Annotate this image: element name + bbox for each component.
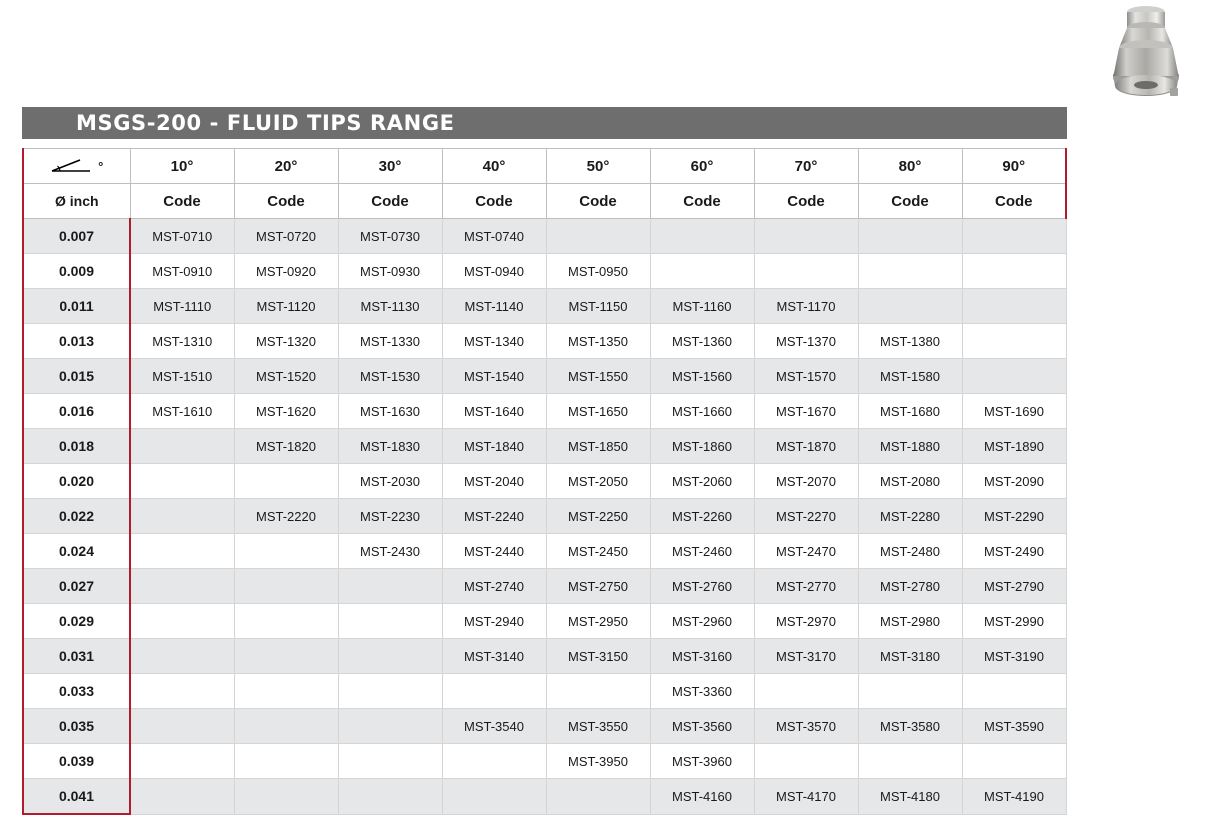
header-cell-code-30: Code	[338, 184, 442, 219]
cell-code: MST-1320	[234, 324, 338, 359]
table-row	[23, 254, 1066, 289]
cell-code-empty	[858, 674, 962, 709]
cell-diameter: 0.018	[23, 429, 130, 464]
cell-code: MST-2780	[858, 569, 962, 604]
cell-code: MST-2260	[650, 499, 754, 534]
cell-code-empty	[338, 779, 442, 815]
table-row	[23, 569, 1066, 604]
fluid-tips-range-table	[22, 148, 1067, 815]
cell-code-empty	[754, 219, 858, 254]
cell-code: MST-1890	[962, 429, 1066, 464]
cell-code-empty	[234, 534, 338, 569]
header-cell-code-90: Code	[962, 184, 1066, 219]
table-row	[23, 639, 1066, 674]
cell-diameter: 0.013	[23, 324, 130, 359]
cell-code: MST-2030	[338, 464, 442, 499]
table-row	[23, 499, 1066, 534]
cell-code: MST-1530	[338, 359, 442, 394]
cell-code: MST-3950	[546, 744, 650, 779]
header-cell-code-80: Code	[858, 184, 962, 219]
cell-code: MST-1670	[754, 394, 858, 429]
cell-code-empty	[234, 779, 338, 815]
table-row	[23, 604, 1066, 639]
cell-code-empty	[858, 744, 962, 779]
cell-code: MST-4160	[650, 779, 754, 815]
cell-code: MST-1860	[650, 429, 754, 464]
cell-code: MST-2950	[546, 604, 650, 639]
cell-code: MST-2090	[962, 464, 1066, 499]
cell-code-empty	[442, 744, 546, 779]
cell-code: MST-2050	[546, 464, 650, 499]
table-header-row-code	[23, 184, 1066, 219]
table-row	[23, 464, 1066, 499]
cell-code: MST-2940	[442, 604, 546, 639]
cell-code: MST-0710	[130, 219, 234, 254]
table-row	[23, 534, 1066, 569]
product-photo	[1078, 2, 1214, 110]
cell-code: MST-2480	[858, 534, 962, 569]
cell-code: MST-2040	[442, 464, 546, 499]
cell-code-empty	[338, 569, 442, 604]
cell-code: MST-3590	[962, 709, 1066, 744]
fluid-tips-range-table-container	[22, 148, 1067, 815]
header-degree-symbol: °	[98, 158, 104, 174]
cell-code: MST-1110	[130, 289, 234, 324]
cell-diameter: 0.029	[23, 604, 130, 639]
cell-code: MST-2080	[858, 464, 962, 499]
table-row	[23, 359, 1066, 394]
cell-code: MST-2060	[650, 464, 754, 499]
cell-code-empty	[962, 359, 1066, 394]
cell-code-empty	[546, 219, 650, 254]
header-cell-angle-50: 50°	[546, 149, 650, 184]
cell-code-empty	[858, 219, 962, 254]
header-cell-angle-40: 40°	[442, 149, 546, 184]
header-cell-code-40: Code	[442, 184, 546, 219]
cell-code: MST-0940	[442, 254, 546, 289]
cell-code-empty	[234, 604, 338, 639]
header-cell-code-70: Code	[754, 184, 858, 219]
header-cell-code-60: Code	[650, 184, 754, 219]
cell-code: MST-1640	[442, 394, 546, 429]
cell-code-empty	[650, 254, 754, 289]
table-row	[23, 289, 1066, 324]
cell-code: MST-0910	[130, 254, 234, 289]
cell-code: MST-2070	[754, 464, 858, 499]
cell-code-empty	[234, 569, 338, 604]
cell-diameter: 0.011	[23, 289, 130, 324]
cell-code: MST-2250	[546, 499, 650, 534]
cell-code: MST-2440	[442, 534, 546, 569]
cell-code-empty	[130, 639, 234, 674]
cell-code: MST-3550	[546, 709, 650, 744]
cell-code: MST-3150	[546, 639, 650, 674]
cell-diameter: 0.039	[23, 744, 130, 779]
section-title-bar	[22, 107, 1067, 139]
header-cell-angle-90: 90°	[962, 149, 1066, 184]
cell-diameter: 0.022	[23, 499, 130, 534]
cell-code-empty	[234, 464, 338, 499]
header-cell-angle-10: 10°	[130, 149, 234, 184]
cell-code: MST-1360	[650, 324, 754, 359]
table-body	[23, 219, 1066, 815]
cell-code: MST-1650	[546, 394, 650, 429]
cell-diameter: 0.007	[23, 219, 130, 254]
cell-code-empty	[962, 289, 1066, 324]
cell-code-empty	[130, 744, 234, 779]
cell-code-empty	[962, 219, 1066, 254]
cell-code: MST-4170	[754, 779, 858, 815]
cell-code: MST-0930	[338, 254, 442, 289]
cell-code: MST-2470	[754, 534, 858, 569]
table-row	[23, 744, 1066, 779]
cell-code: MST-2220	[234, 499, 338, 534]
cell-code: MST-2740	[442, 569, 546, 604]
header-cell-angle-20: 20°	[234, 149, 338, 184]
cell-diameter: 0.024	[23, 534, 130, 569]
cell-code: MST-3180	[858, 639, 962, 674]
cell-code: MST-2980	[858, 604, 962, 639]
cell-code-empty	[234, 709, 338, 744]
cell-code: MST-3560	[650, 709, 754, 744]
cell-code: MST-1130	[338, 289, 442, 324]
cell-code-empty	[962, 744, 1066, 779]
cell-code: MST-4180	[858, 779, 962, 815]
cell-code: MST-0730	[338, 219, 442, 254]
cell-code-empty	[962, 674, 1066, 709]
cell-code: MST-1340	[442, 324, 546, 359]
cell-code-empty	[962, 254, 1066, 289]
cell-code: MST-1560	[650, 359, 754, 394]
cell-code: MST-1120	[234, 289, 338, 324]
cell-code: MST-0920	[234, 254, 338, 289]
cell-code: MST-2970	[754, 604, 858, 639]
header-cell-angle-symbol	[23, 149, 130, 184]
cell-code: MST-2280	[858, 499, 962, 534]
cell-code: MST-1830	[338, 429, 442, 464]
cell-code-empty	[338, 604, 442, 639]
cell-code: MST-2270	[754, 499, 858, 534]
cell-code-empty	[754, 254, 858, 289]
header-cell-code-50: Code	[546, 184, 650, 219]
cell-code: MST-2790	[962, 569, 1066, 604]
cell-diameter: 0.031	[23, 639, 130, 674]
cell-code: MST-1170	[754, 289, 858, 324]
table-header-row-angles	[23, 149, 1066, 184]
cell-code-empty	[754, 674, 858, 709]
page-title: MSGS-200 - FLUID TIPS RANGE	[76, 111, 455, 135]
cell-code: MST-3580	[858, 709, 962, 744]
cell-code: MST-1630	[338, 394, 442, 429]
header-cell-angle-30: 30°	[338, 149, 442, 184]
cell-code: MST-2960	[650, 604, 754, 639]
angle-symbol-icon	[50, 158, 96, 174]
cell-code: MST-0720	[234, 219, 338, 254]
cell-code: MST-2450	[546, 534, 650, 569]
cell-code-empty	[130, 674, 234, 709]
cell-code-empty	[130, 499, 234, 534]
cell-code: MST-1880	[858, 429, 962, 464]
cell-code-empty	[234, 674, 338, 709]
header-cell-angle-80: 80°	[858, 149, 962, 184]
cell-code: MST-2290	[962, 499, 1066, 534]
header-cell-code-20: Code	[234, 184, 338, 219]
cell-diameter: 0.035	[23, 709, 130, 744]
table-row	[23, 779, 1066, 815]
cell-code: MST-1610	[130, 394, 234, 429]
cell-code: MST-1840	[442, 429, 546, 464]
cell-code-empty	[130, 429, 234, 464]
cell-code: MST-2240	[442, 499, 546, 534]
cell-code-empty	[338, 639, 442, 674]
header-cell-code-10: Code	[130, 184, 234, 219]
cell-code: MST-2430	[338, 534, 442, 569]
cell-code: MST-2770	[754, 569, 858, 604]
cell-code: MST-2230	[338, 499, 442, 534]
cell-code: MST-0740	[442, 219, 546, 254]
cell-code: MST-1310	[130, 324, 234, 359]
cell-code-empty	[338, 744, 442, 779]
cell-code: MST-1370	[754, 324, 858, 359]
cell-code: MST-1350	[546, 324, 650, 359]
cell-code: MST-3190	[962, 639, 1066, 674]
cell-code-empty	[130, 569, 234, 604]
cell-code-empty	[130, 534, 234, 569]
cell-code-empty	[442, 779, 546, 815]
cell-code-empty	[858, 289, 962, 324]
cell-code: MST-2490	[962, 534, 1066, 569]
cell-code: MST-1380	[858, 324, 962, 359]
table-head	[23, 149, 1066, 219]
cell-code: MST-1570	[754, 359, 858, 394]
table-row	[23, 394, 1066, 429]
fluid-tip-illustration	[1078, 2, 1214, 110]
cell-code: MST-1580	[858, 359, 962, 394]
cell-code: MST-3540	[442, 709, 546, 744]
cell-code: MST-1660	[650, 394, 754, 429]
header-cell-angle-70: 70°	[754, 149, 858, 184]
table-row	[23, 429, 1066, 464]
cell-code-empty	[754, 744, 858, 779]
cell-code: MST-1850	[546, 429, 650, 464]
cell-code: MST-3160	[650, 639, 754, 674]
table-row	[23, 324, 1066, 359]
cell-code: MST-3960	[650, 744, 754, 779]
cell-code: MST-2990	[962, 604, 1066, 639]
cell-code-empty	[858, 254, 962, 289]
cell-code: MST-1510	[130, 359, 234, 394]
cell-code: MST-3360	[650, 674, 754, 709]
cell-code: MST-1820	[234, 429, 338, 464]
cell-code-empty	[234, 639, 338, 674]
cell-code: MST-3140	[442, 639, 546, 674]
cell-code: MST-4190	[962, 779, 1066, 815]
cell-code-empty	[338, 709, 442, 744]
cell-diameter: 0.041	[23, 779, 130, 815]
cell-diameter: 0.009	[23, 254, 130, 289]
cell-diameter: 0.027	[23, 569, 130, 604]
cell-code: MST-1330	[338, 324, 442, 359]
header-cell-diameter: Ø inch	[23, 184, 130, 219]
cell-code: MST-1160	[650, 289, 754, 324]
cell-code: MST-1540	[442, 359, 546, 394]
cell-code-empty	[130, 779, 234, 815]
cell-code: MST-3570	[754, 709, 858, 744]
cell-code-empty	[234, 744, 338, 779]
cell-diameter: 0.015	[23, 359, 130, 394]
cell-code-empty	[546, 779, 650, 815]
table-row	[23, 219, 1066, 254]
table-row	[23, 709, 1066, 744]
cell-code: MST-1520	[234, 359, 338, 394]
cell-code: MST-2750	[546, 569, 650, 604]
cell-code-empty	[650, 219, 754, 254]
cell-code: MST-1620	[234, 394, 338, 429]
cell-code: MST-1870	[754, 429, 858, 464]
table-row	[23, 674, 1066, 709]
cell-diameter: 0.033	[23, 674, 130, 709]
cell-code-empty	[130, 464, 234, 499]
cell-code-empty	[962, 324, 1066, 359]
cell-diameter: 0.020	[23, 464, 130, 499]
cell-code-empty	[546, 674, 650, 709]
cell-code: MST-2760	[650, 569, 754, 604]
cell-code: MST-1150	[546, 289, 650, 324]
cell-code-empty	[130, 709, 234, 744]
cell-code: MST-3170	[754, 639, 858, 674]
cell-code: MST-0950	[546, 254, 650, 289]
cell-code: MST-2460	[650, 534, 754, 569]
cell-code-empty	[130, 604, 234, 639]
cell-code-empty	[442, 674, 546, 709]
cell-diameter: 0.016	[23, 394, 130, 429]
cell-code: MST-1680	[858, 394, 962, 429]
cell-code-empty	[338, 674, 442, 709]
cell-code: MST-1550	[546, 359, 650, 394]
cell-code: MST-1140	[442, 289, 546, 324]
cell-code: MST-1690	[962, 394, 1066, 429]
header-cell-angle-60: 60°	[650, 149, 754, 184]
